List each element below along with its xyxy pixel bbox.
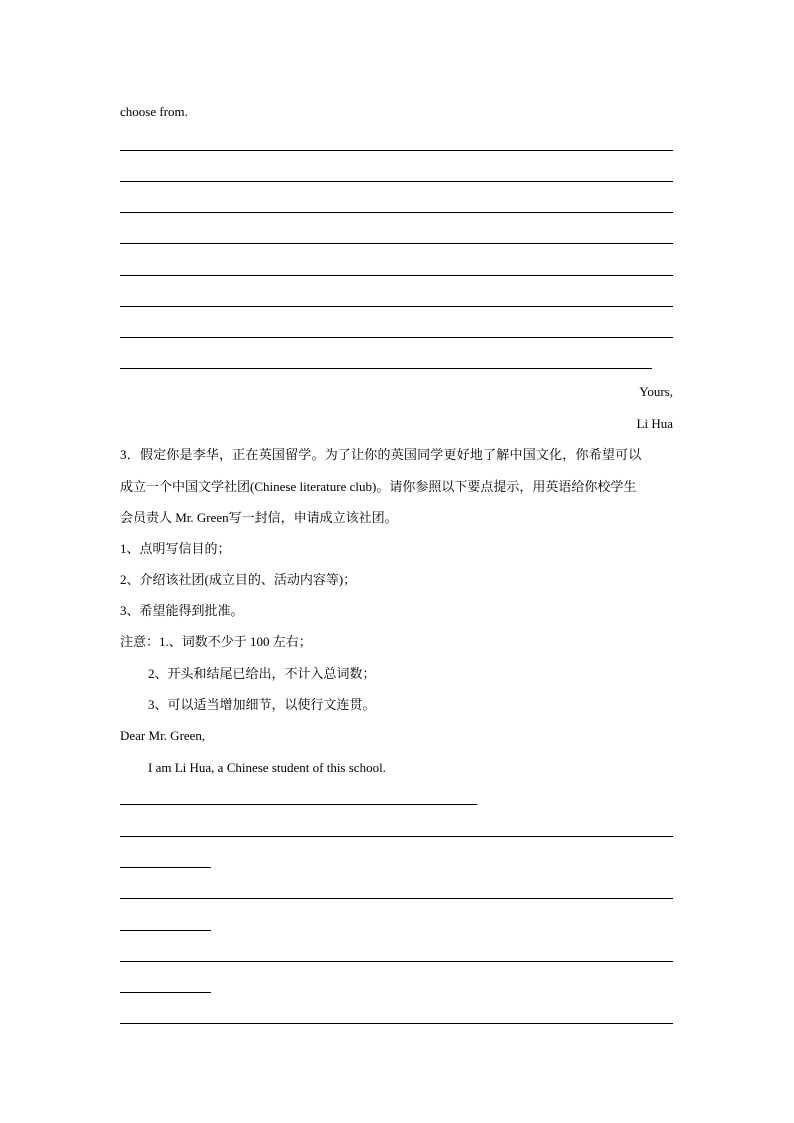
- answer-line[interactable]: [120, 804, 477, 805]
- answer-line[interactable]: [120, 275, 673, 276]
- answer-line[interactable]: [120, 368, 652, 369]
- answer-line[interactable]: [120, 1023, 673, 1024]
- question3-point-2: 2、介绍该社团(成立目的、活动内容等)；: [120, 572, 357, 587]
- answer-line[interactable]: [120, 181, 673, 182]
- answer-line[interactable]: [120, 992, 211, 993]
- letter-opening-sentence: I am Li Hua, a Chinese student of this school.: [148, 760, 386, 775]
- answer-line[interactable]: [120, 836, 673, 837]
- answer-line[interactable]: [120, 212, 673, 213]
- question3-prompt-line1: 3．假定你是李华，正在英国留学。为了让你的英国同学更好地了解中国文化，你希望可以: [120, 447, 642, 462]
- answer-line[interactable]: [120, 337, 673, 338]
- question3-point-3: 3、希望能得到批准。: [120, 603, 244, 618]
- answer-line[interactable]: [120, 961, 673, 962]
- question3-note-1: 注意：1.、词数不少于 100 左右；: [120, 634, 312, 649]
- answer-line[interactable]: [120, 898, 673, 899]
- answer-line[interactable]: [120, 243, 673, 244]
- answer-line[interactable]: [120, 306, 673, 307]
- letter-salutation: Dear Mr. Green,: [120, 728, 206, 743]
- question3-note-3: 3、可以适当增加细节，以使行文连贯。: [148, 697, 376, 712]
- question3-point-1: 1、点明写信目的；: [120, 541, 231, 556]
- prev-question-tail: choose from.: [120, 104, 188, 119]
- question3-prompt-line2: 成立一个中国文学社团(Chinese literature club)。请你参照以下要点提示，用英语给你校学生: [120, 479, 637, 494]
- answer-line[interactable]: [120, 867, 211, 868]
- question3-note-2: 2、开头和结尾已给出，不计入总词数；: [148, 666, 376, 681]
- closing-name: Li Hua: [636, 416, 673, 431]
- answer-line[interactable]: [120, 930, 211, 931]
- closing-yours: Yours,: [639, 384, 673, 399]
- answer-line[interactable]: [120, 150, 673, 151]
- question3-prompt-line3: 会员责人 Mr. Green写一封信，申请成立该社团。: [120, 510, 398, 525]
